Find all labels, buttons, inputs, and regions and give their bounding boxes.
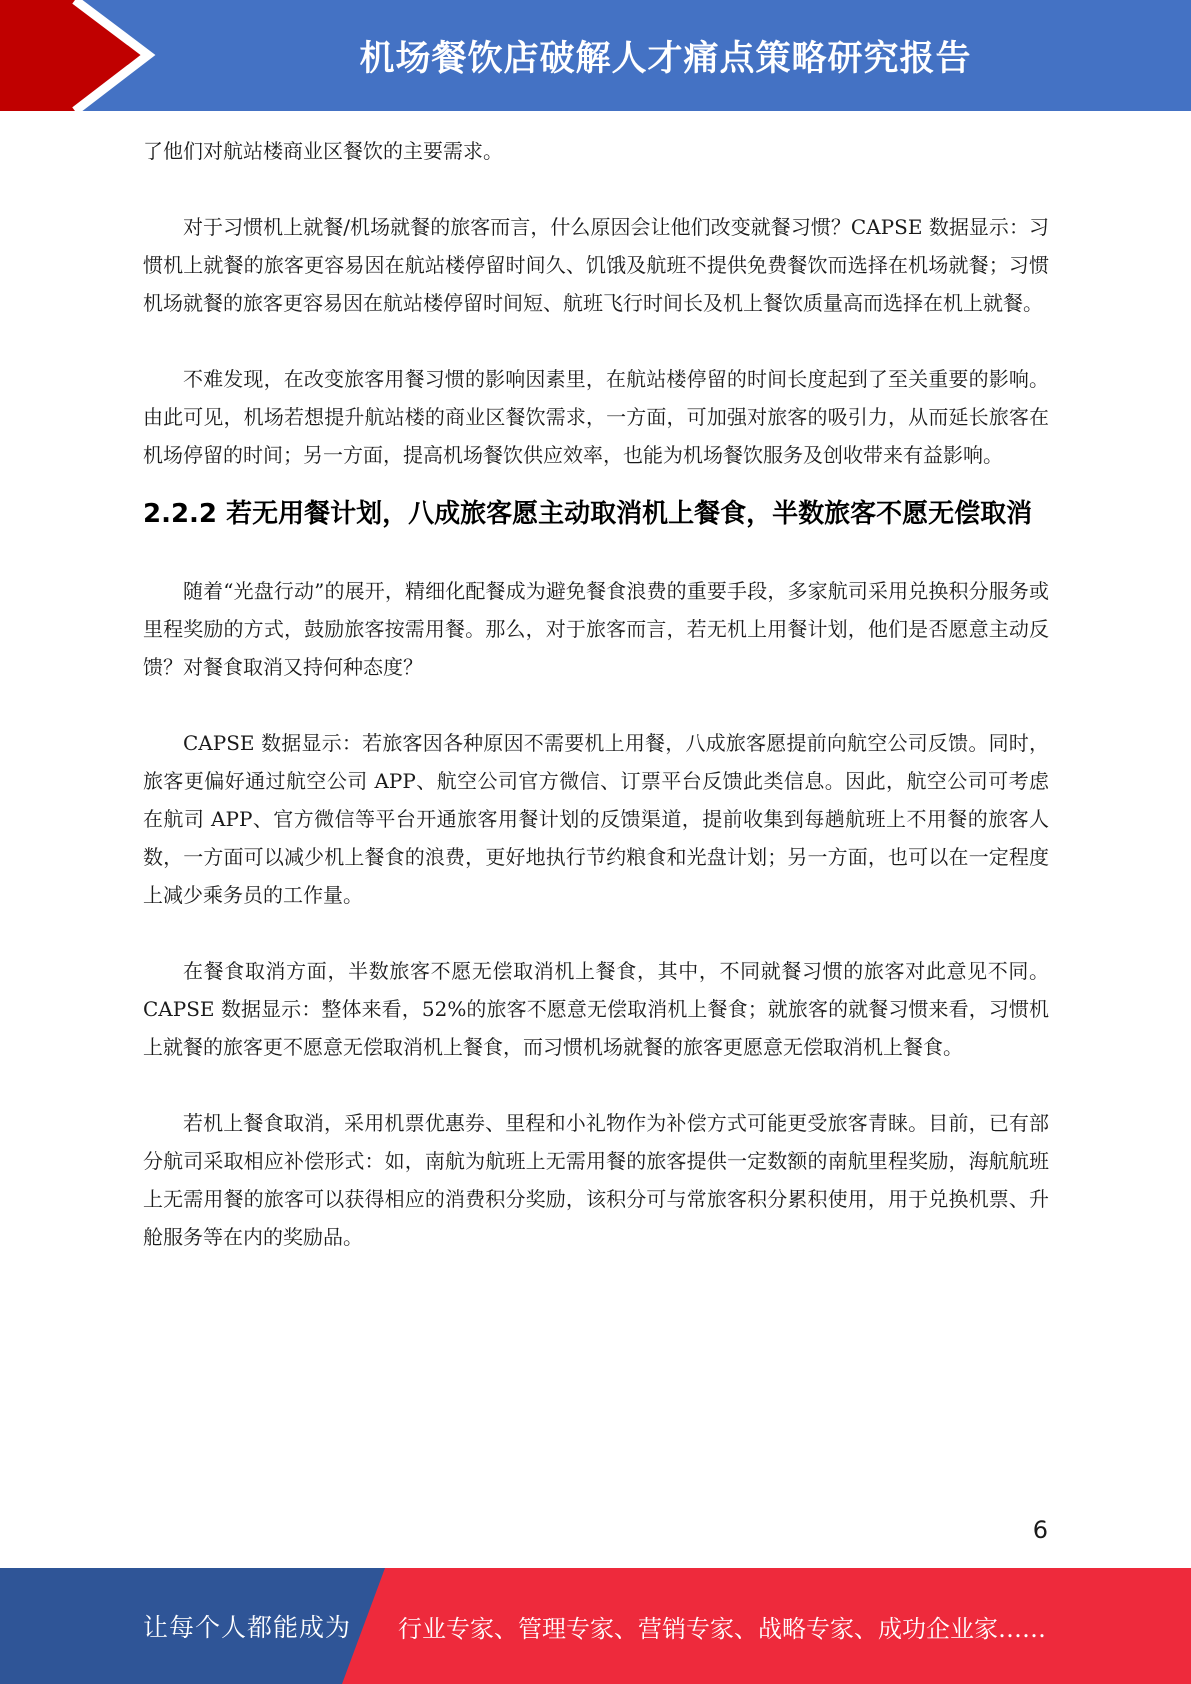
footer-slogan-left: 让每个人都能成为 — [143, 1613, 352, 1642]
paragraph-dwell-time: 不难发现，在改变旅客用餐习惯的影响因素里，在航站楼停留的时间长度起到了至关重要的影响。由此可见，机场若想提升航站楼的商业区餐饮需求，一方面，可加强对旅客的吸引力，从而延长旅客在机场停留的时间；另一方面，提高机场餐饮供应效率，也能为机场餐饮服务及创收带来有益影响。 — [143, 367, 1049, 467]
paragraph-clean-plate: 随着“光盘行动”的展开，精细化配餐成为避免餐食浪费的重要手段，多家航司采用兑换积分服务或里程奖励的方式，鼓励旅客按需用餐。那么，对于旅客而言，若无机上用餐计划，他们是否愿意主动反馈？对餐食取消又持何种态度？ — [143, 579, 1049, 679]
section-heading: 2.2.2 若无用餐计划，八成旅客愿主动取消机上餐食，半数旅客不愿无偿取消 — [143, 499, 1033, 529]
header-chevron-decoration — [0, 0, 160, 111]
main-content — [143, 132, 1049, 1256]
footer-slogan-right: 行业专家、管理专家、营销专家、战略专家、成功企业家…… — [398, 1614, 1046, 1643]
paragraph-habit-change: 对于习惯机上就餐/机场就餐的旅客而言，什么原因会让他们改变就餐习惯？CAPSE 数据显示：习惯机上就餐的旅客更容易因在航站楼停留时间久、饥饿及航班不提供免费餐饮而选择在机场就餐；习惯机场就餐的旅客更容易因在航站楼停留时间短、航班飞行时间长及机上餐饮质量高而选择在机上就餐。 — [143, 215, 1049, 315]
page-number: 6 — [1032, 1516, 1048, 1544]
paragraph-cancellation: 在餐食取消方面，半数旅客不愿无偿取消机上餐食，其中，不同就餐习惯的旅客对此意见不同。CAPSE 数据显示：整体来看，52%的旅客不愿意无偿取消机上餐食；就旅客的就餐习惯来看，习惯机上就餐的旅客更不愿意无偿取消机上餐食，而习惯机场就餐的旅客更愿意无偿取消机上餐食。 — [143, 959, 1049, 1059]
paragraph-compensation: 若机上餐食取消，采用机票优惠券、里程和小礼物作为补偿方式可能更受旅客青睐。目前，已有部分航司采取相应补偿形式：如，南航为航班上无需用餐的旅客提供一定数额的南航里程奖励，海航航班上无需用餐的旅客可以获得相应的消费积分奖励，该积分可与常旅客积分累积使用，用于兑换机票、升舱服务等在内的奖励品。 — [143, 1111, 1049, 1249]
report-title: 机场餐饮店破解人才痛点策略研究报告 — [359, 38, 972, 79]
page-footer — [0, 1568, 1191, 1684]
page-header — [0, 0, 1191, 111]
paragraph-continued: 了他们对航站楼商业区餐饮的主要需求。 — [143, 139, 503, 163]
paragraph-feedback: CAPSE 数据显示：若旅客因各种原因不需要机上用餐，八成旅客愿提前向航空公司反馈。同时，旅客更偏好通过航空公司 APP、航空公司官方微信、订票平台反馈此类信息。因此，航空公司可考虑在航司 APP、官方微信等平台开通旅客用餐计划的反馈渠道，提前收集到每趟航班上不用餐的旅客人数，一方面可以减少机上餐食的浪费，更好地执行节约粮食和光盘计划；另一方面，也可以在一定程度上减少乘务员的工作量。 — [143, 731, 1049, 907]
